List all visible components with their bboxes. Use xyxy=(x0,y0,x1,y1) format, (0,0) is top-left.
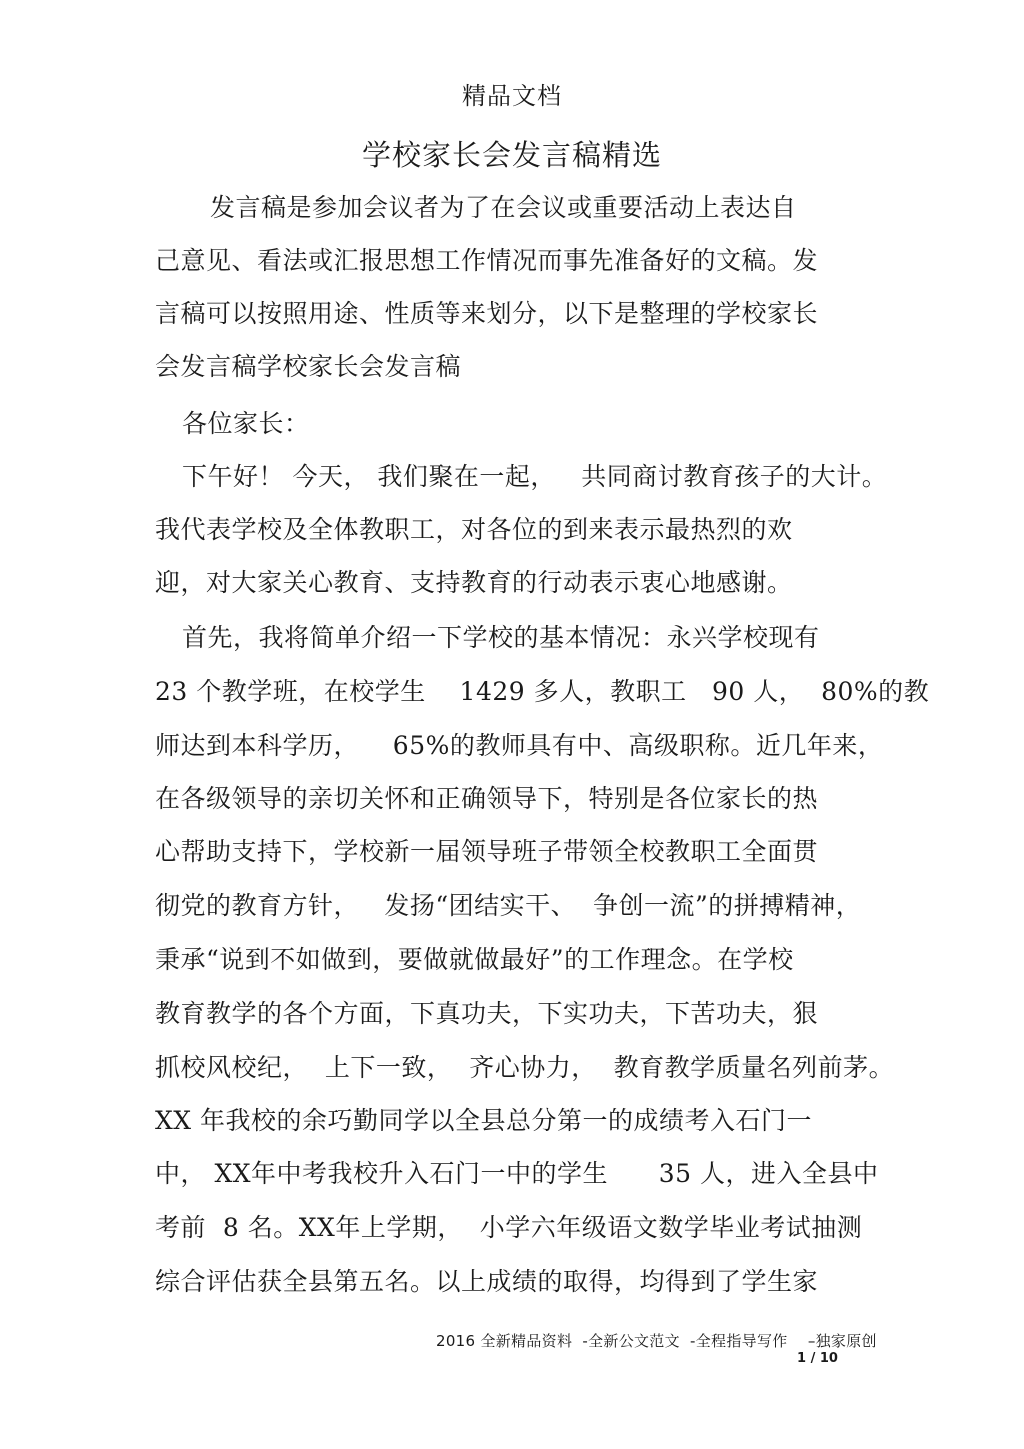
page-header: 精品文档 xyxy=(462,82,562,110)
text-line: 发言稿是参加会议者为了在会议或重要活动上表达自 xyxy=(210,193,797,222)
document-title: 学校家长会发言稿精选 xyxy=(361,138,662,172)
page-footer: 2016 全新精品资料 -全新公文范文 -全程指导写作 –独家原创 xyxy=(436,1332,877,1350)
text-line: 秉承“说到不如做到，要做就做最好”的工作理念。在学校 xyxy=(155,945,794,974)
text-line: 教育教学的各个方面，下真功夫，下实功夫，下苦功夫，狠 xyxy=(155,999,819,1028)
page-number: 1 / 10 xyxy=(797,1351,838,1366)
text-line: 师达到本科学历， 65%的教师具有中、高级职称。近几年来， xyxy=(155,731,884,760)
text-line: 在各级领导的亲切关怀和正确领导下，特别是各位家长的热 xyxy=(155,784,819,813)
text-line: XX 年我校的余巧勤同学以全县总分第一的成绩考入石门一 xyxy=(155,1106,813,1135)
text-line: 彻党的教育方针， 发扬“团结实干、 争创一流”的拼搏精神， xyxy=(155,891,862,920)
text-line: 抓校风校纪， 上下一致， 齐心协力， 教育教学质量名列前茅。 xyxy=(155,1053,895,1082)
text-line: 各位家长： xyxy=(182,409,310,438)
text-line: 言稿可以按照用途、性质等来划分，以下是整理的学校家长 xyxy=(155,299,819,328)
text-line: 己意见、看法或汇报思想工作情况而事先准备好的文稿。发 xyxy=(155,246,819,275)
text-line: 首先，我将简单介绍一下学校的基本情况：永兴学校现有 xyxy=(182,623,820,652)
text-line: 综合评估获全县第五名。以上成绩的取得，均得到了学生家 xyxy=(155,1267,819,1296)
text-line: 下午好！ 今天， 我们聚在一起， 共同商讨教育孩子的大计。 xyxy=(182,462,888,491)
text-line: 会发言稿学校家长会发言稿 xyxy=(155,352,462,381)
text-line: 我代表学校及全体教职工，对各位的到来表示最热烈的欢 xyxy=(155,515,793,544)
text-line: 中， XX年中考我校升入石门一中的学生 35 人，进入全县中 xyxy=(155,1159,879,1188)
text-line: 考前 8 名。XX年上学期， 小学六年级语文数学毕业考试抽测 xyxy=(155,1213,863,1242)
text-line: 迎，对大家关心教育、支持教育的行动表示衷心地感谢。 xyxy=(155,568,793,597)
text-line: 心帮助支持下，学校新一届领导班子带领全校教职工全面贯 xyxy=(155,837,819,866)
text-line: 23 个教学班，在校学生 1429 多人，教职工 90 人， 80%的教 xyxy=(155,677,930,706)
